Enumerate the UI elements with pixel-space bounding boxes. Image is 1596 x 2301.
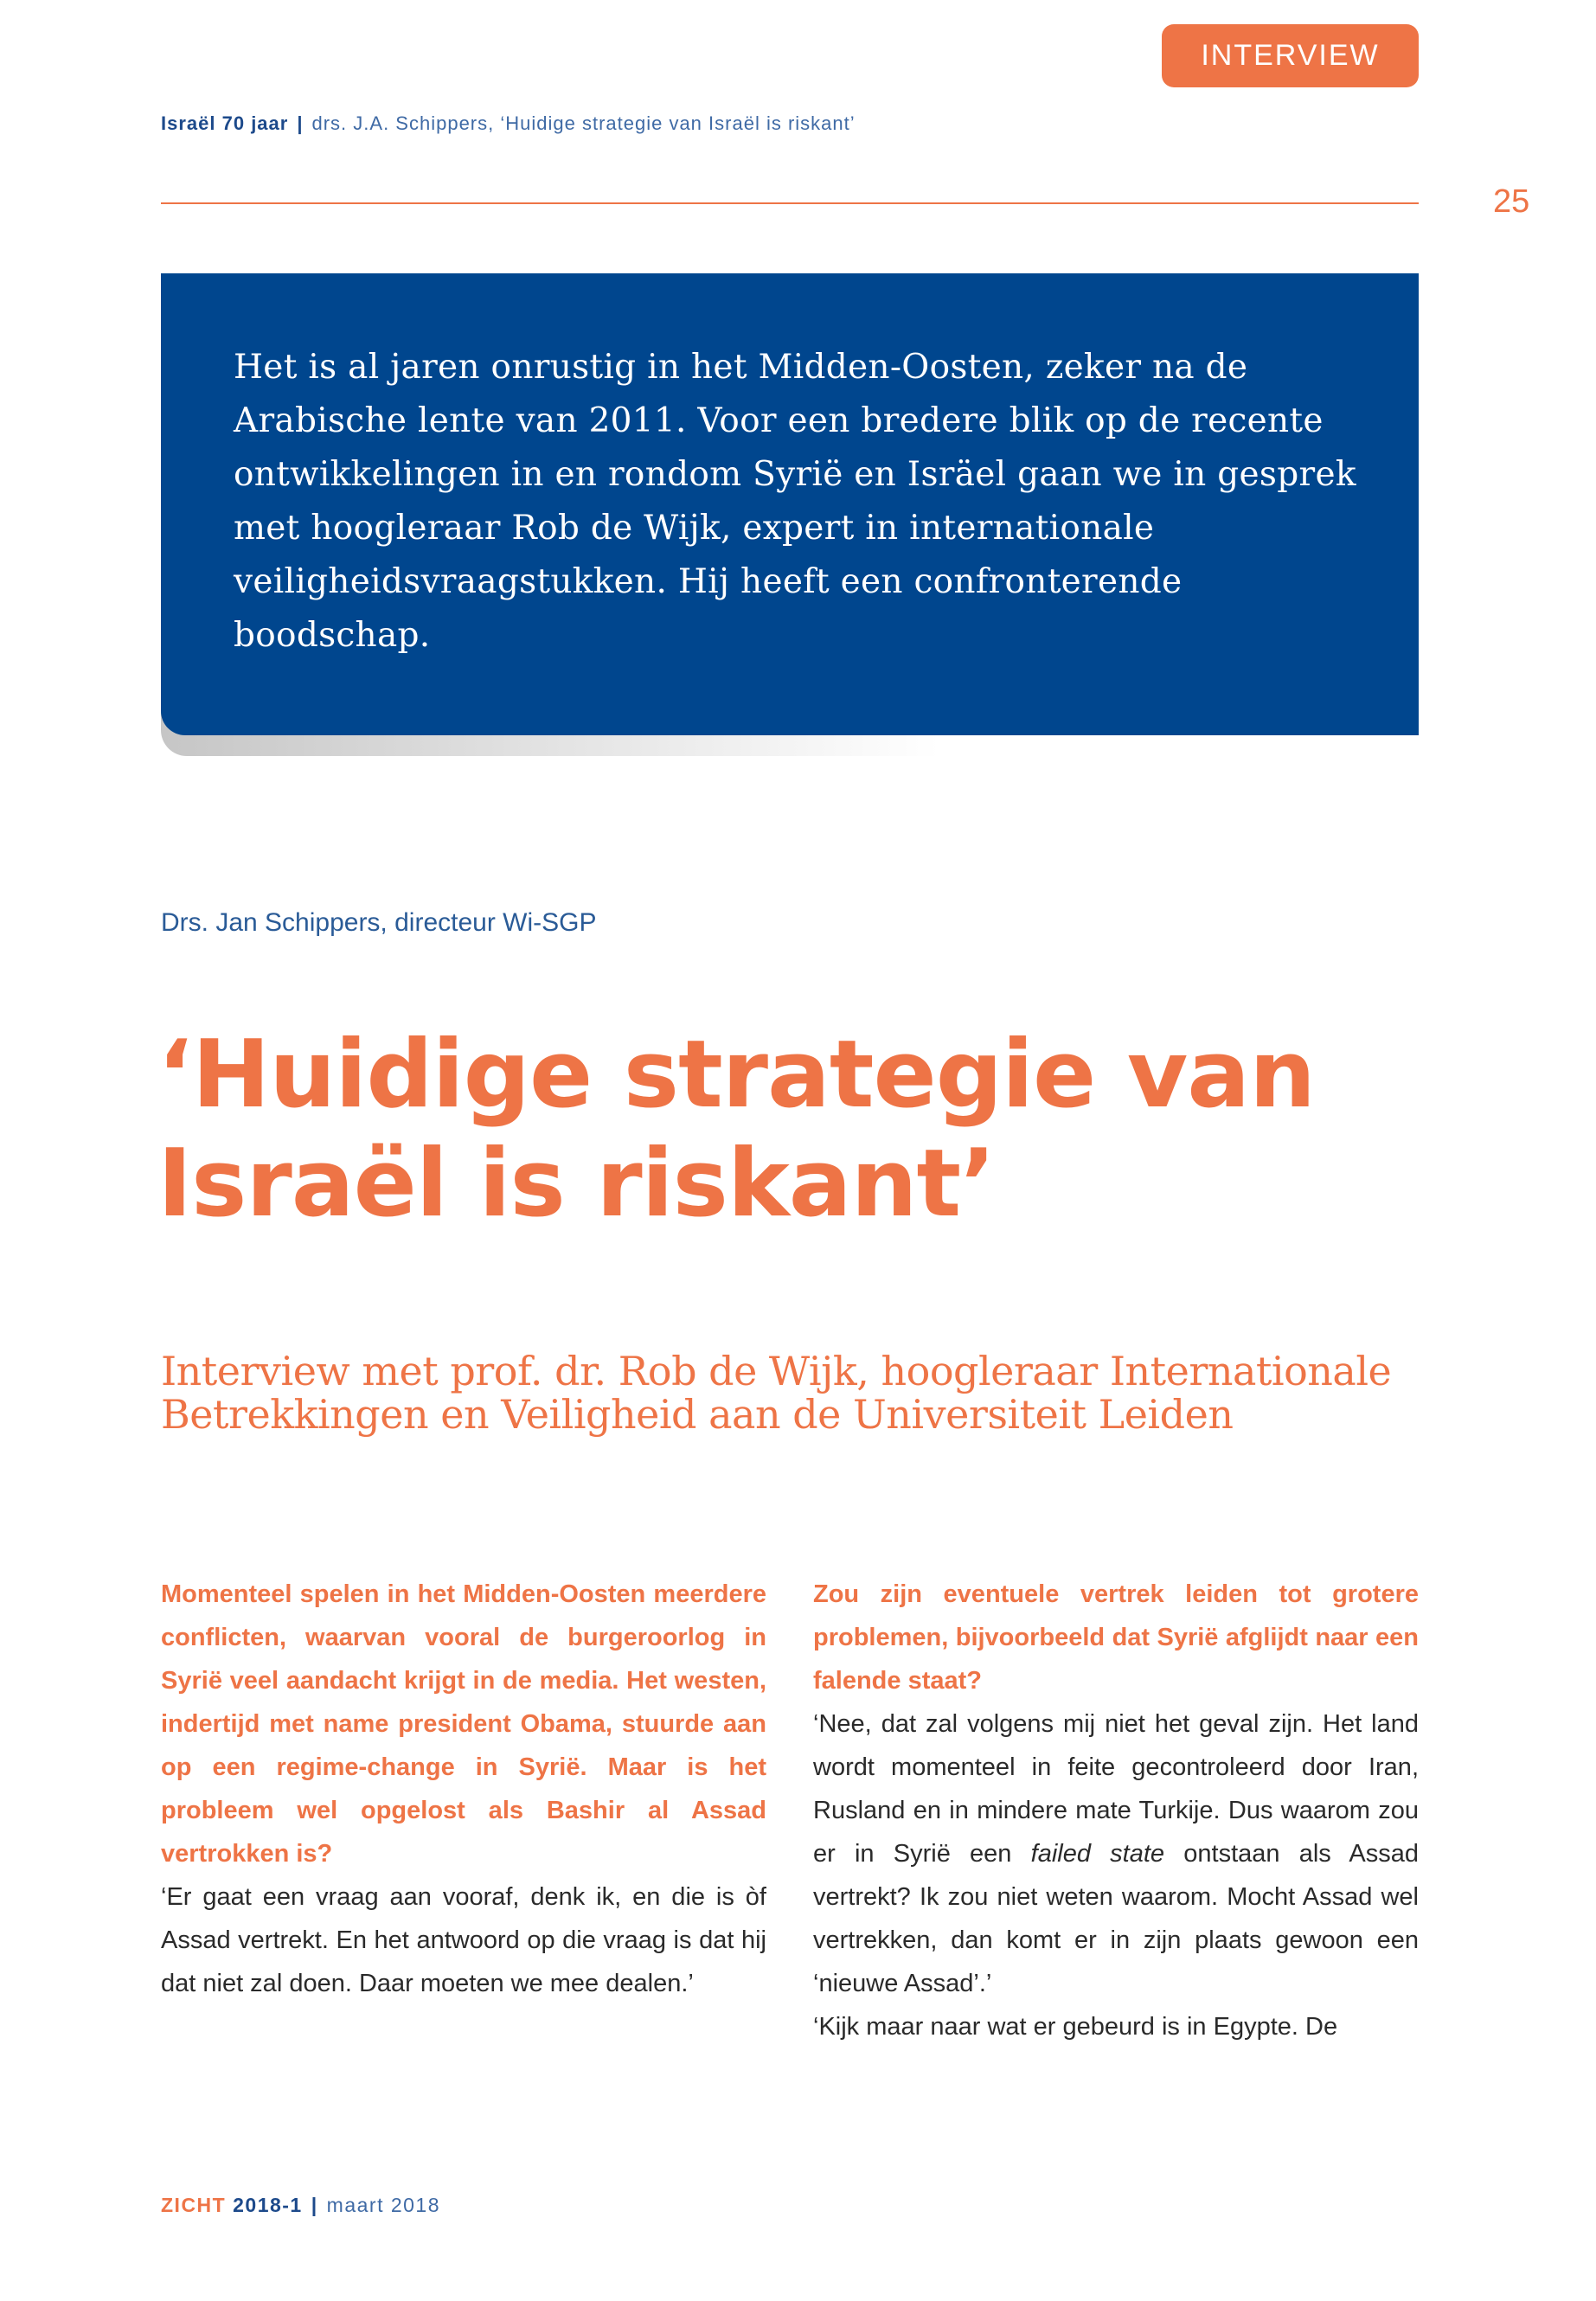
article-title: ‘Huidige strategie van Israël is riskant’: [157, 1021, 1316, 1238]
interview-question: Zou zijn eventuele vertrek leiden tot grotere problemen, bijvoorbeeld dat Syrië afglijdt naar een falende staat?: [813, 1580, 1419, 1695]
body-column-left: [161, 1573, 766, 2005]
footer-separator: |: [311, 2194, 318, 2216]
interview-question: Momenteel spelen in het Midden-Oosten meerdere conflicten, waarvan vooral de burgeroorlog in Syrië veel aandacht krijgt in de media. Het westen, indertijd met name president Obama, stuurde aan op een regime-change in Syrië. Maar is het probleem wel opgelost als Bashir al Assad vertrokken is?: [161, 1580, 766, 1868]
interview-answer: [813, 1702, 1419, 2005]
section-tag: INTERVIEW: [1162, 24, 1419, 87]
page-number: 25: [1493, 183, 1530, 220]
header-rule: [161, 202, 1419, 204]
intro-text: Het is al jaren onrustig in het Midden-Oosten, zeker na de Arabische lente van 2011. Voor een bredere blik op de recente ontwikkelingen in en rondom Syrië en Isräel gaan we in gesprek met hoogleraar Rob de Wijk, expert in internationale veiligheidsvraagstukken. Hij heeft een confronterende boodschap.: [234, 348, 1356, 655]
intro-box: [161, 273, 1419, 735]
answer-italic-term: failed state: [1030, 1840, 1165, 1868]
answer-text: ontstaan als Assad vertrekt? Ik zou niet weten waarom. Mocht Assad wel vertrekken, dan komt er in zijn plaats gewoon een ‘nieuwe Assad’.’: [813, 1840, 1419, 1997]
interview-answer: ‘Er gaat een vraag aan vooraf, denk ik, en die is òf Assad vertrekt. En het antwoord op die vraag is dat hij dat niet zal doen. Daar moeten we mee dealen.’: [161, 1883, 766, 1997]
body-column-right: [813, 1573, 1419, 2048]
footer-brand: ZICHT: [161, 2194, 227, 2216]
article-subtitle: Interview met prof. dr. Rob de Wijk, hoogleraar Internationale Betrekkingen en Veiligheid aan de Universiteit Leiden: [161, 1348, 1392, 1438]
running-head-series: Israël 70 jaar: [161, 112, 289, 134]
interview-answer: ‘Kijk maar naar wat er gebeurd is in Egypte. De: [813, 2013, 1338, 2041]
footer-date: maart 2018: [326, 2194, 441, 2216]
footer-issue: 2018-1: [233, 2194, 303, 2216]
answer-text: ‘Nee, dat zal volgens mij niet het geval zijn. Het land wordt momenteel in feite gecontroleerd door Iran, Rusland en in mindere mate Turkije. Dus waarom zou er in Syrië een: [813, 1710, 1419, 1868]
author-line: Drs. Jan Schippers, directeur Wi-SGP: [161, 908, 597, 937]
footer: [161, 2194, 440, 2217]
running-head-article: drs. J.A. Schippers, ‘Huidige strategie van Israël is riskant’: [311, 112, 856, 134]
running-head-separator: |: [297, 112, 304, 134]
running-head: [161, 112, 856, 135]
